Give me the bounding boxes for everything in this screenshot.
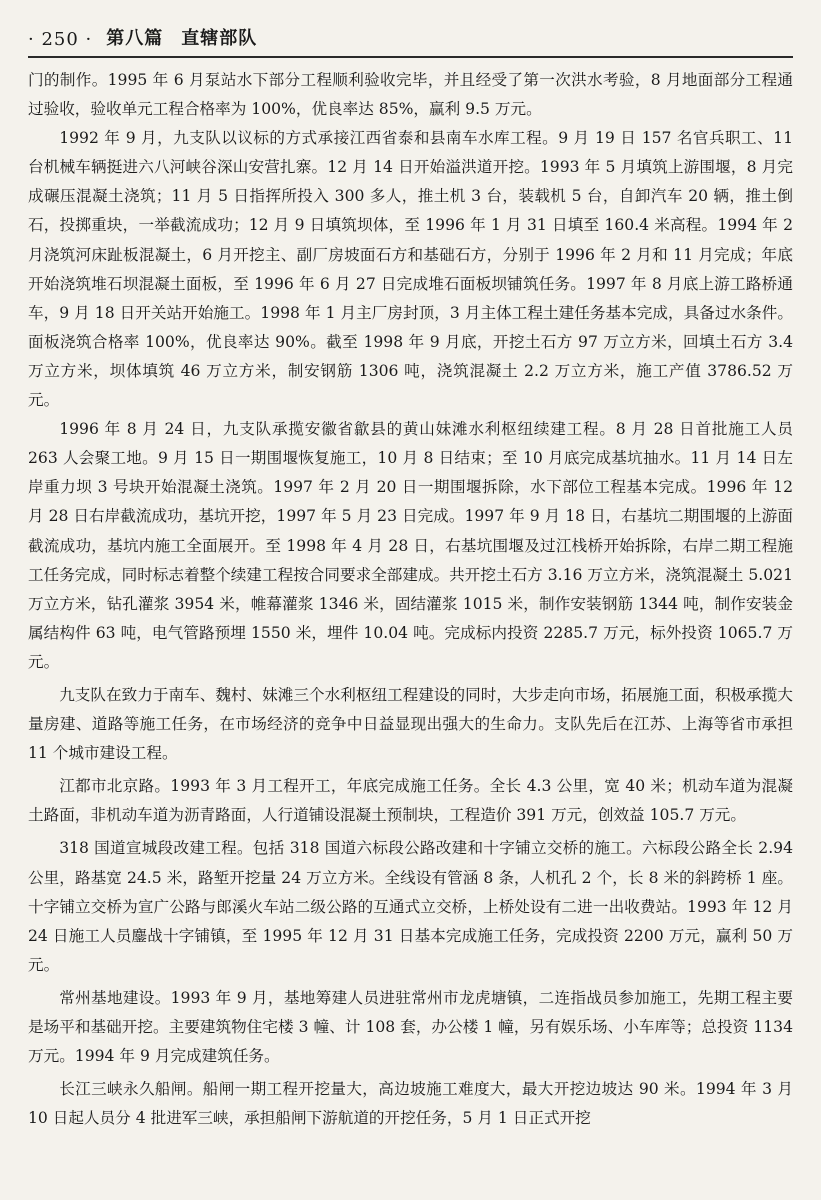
paragraph-nanche-reservoir: 1992 年 9 月，九支队以议标的方式承接江西省泰和县南车水库工程。9 月 19 日 157 名官兵职工、11 台机械车辆挺进六八河峡谷深山安营扎寨。12 月 14 日开始溢洪道开挖。1993 年 5 月填筑上游围堰，8 月完成碾压混凝土浇筑；11 月 5 日指挥所投入 300 多人，推土机 3 台，装载机 5 台，自卸汽车 20 辆，推土倒石，投掷重块，一举截流成功；12 月 9 日填筑坝体，至 1996 年 1 月 31 日填至 160.4 米高程。1994 年 2 月浇筑河床趾板混凝土，6 月开挖主、副厂房坡面石方和基础石方，分别于 1996 年 2 月和 11 月完成；年底开始浇筑堆石坝混凝土面板，至 1996 年 6 月 27 日完成堆石面板坝铺筑任务。1997 年 8 月底上游工路桥通车，9 月 18 日开关站开始施工。1998 年 1 月主厂房封顶，3 月主体工程土建任务基本完成，具备过水条件。面板浇筑合格率 100%，优良率达 90%。截至 1998 年 9 月底，开挖土石方 97 万立方米，回填土石方 3.4 万立方米，坝体填筑 46 万立方米，制安钢筋 1306 吨，浇筑混凝土 2.2 万立方米，施工产值 3786.52 万元。: [28, 129, 793, 410]
paragraph-meitan-hydro: 1996 年 8 月 24 日，九支队承揽安徽省歙县的黄山妹滩水利枢纽续建工程。8 月 28 日首批施工人员 263 人会聚工地。9 月 15 日一期围堰恢复施工，10 月 8 日结束；至 10 月底完成基坑抽水。11 月 14 日左岸重力坝 3 号块开始混凝土浇筑。1997 年 2 月 20 日一期围堰拆除，水下部位工程基本完成。1996 年 12 月 28 日右岸截流成功，基坑开挖，1997 年 5 月 23 日完成。1997 年 9 月 18 日，右基坑二期围堰的上游面截流成功，基坑内施工全面展开。至 1998 年 4 月 28 日，右基坑围堰及过江栈桥开始拆除，右岸二期工程施工任务完成，同时标志着整个续建工程按合同要求全部建成。共开挖土石方 3.16 万立方米，浇筑混凝土 5.021 万立方米，钻孔灌浆 3954 米，帷幕灌浆 1346 米，固结灌浆 1015 米，制作安装钢筋 1344 吨，制作安装金属结构件 63 吨，电气管路预埋 1550 米，埋件 10.04 吨。完成标内投资 2285.7 万元，标外投资 1065.7 万元。: [28, 420, 793, 671]
header-rule: [28, 56, 793, 58]
page-number: · 250 ·: [28, 29, 93, 50]
paragraph-continued: 门的制作。1995 年 6 月泵站水下部分工程顺利验收完毕，并且经受了第一次洪水考验，8 月地面部分工程通过验收，验收单元工程合格率为 100%，优良率达 85%，赢利 9.5 万元。: [28, 71, 793, 119]
paragraph-beijing-road: 江都市北京路。1993 年 3 月工程开工，年底完成施工任务。全长 4.3 公里，宽 40 米；机动车道为混凝土路面，非机动车道为沥青路面，人行道铺设混凝土预制块，工程造价 391 万元，创效益 105.7 万元。: [28, 777, 793, 825]
paragraph-market-expansion: 九支队在致力于南车、魏村、妹滩三个水利枢纽工程建设的同时，大步走向市场，拓展施工面，积极承揽大量房建、道路等施工任务，在市场经济的竞争中日益显现出强大的生命力。支队先后在江苏、上海等省市承担 11 个城市建设工程。: [28, 685, 793, 763]
running-header: [28, 14, 793, 50]
paragraph-three-gorges-lock: 长江三峡永久船闸。船闸一期工程开挖量大，高边坡施工难度大，最大开挖边坡达 90 米。1994 年 3 月 10 日起人员分 4 批进军三峡，承担船闸下游航道的开挖任务，5 月 1 日正式开挖: [28, 1080, 793, 1128]
body-text: [28, 66, 793, 1133]
paragraph-318-highway: 318 国道宣城段改建工程。包括 318 国道六标段公路改建和十字铺立交桥的施工。六标段公路全长 2.94 公里，路基宽 24.5 米，路堑开挖量 24 万立方米。全线设有管涵 8 条，人机孔 2 个，长 8 米的斜跨桥 1 座。十字铺立交桥为宣广公路与郎溪火车站二级公路的互通式立交桥，上桥处设有二进一出收费站。1993 年 12 月 24 日施工人员鏖战十字铺镇，至 1995 年 12 月 31 日基本完成施工任务，完成投资 2200 万元，赢利 50 万元。: [28, 839, 793, 974]
section-title: 直辖部队: [181, 28, 258, 49]
paragraph-changzhou-base: 常州基地建设。1993 年 9 月，基地筹建人员进驻常州市龙虎塘镇，二连指战员参加施工，先期工程主要是场平和基础开挖。主要建筑物住宅楼 3 幢、计 108 套，办公楼 1 幢，另有娱乐场、小车库等；总投资 1134 万元。1994 年 9 月完成建筑任务。: [28, 988, 793, 1066]
part-title: 第八篇: [106, 28, 164, 49]
